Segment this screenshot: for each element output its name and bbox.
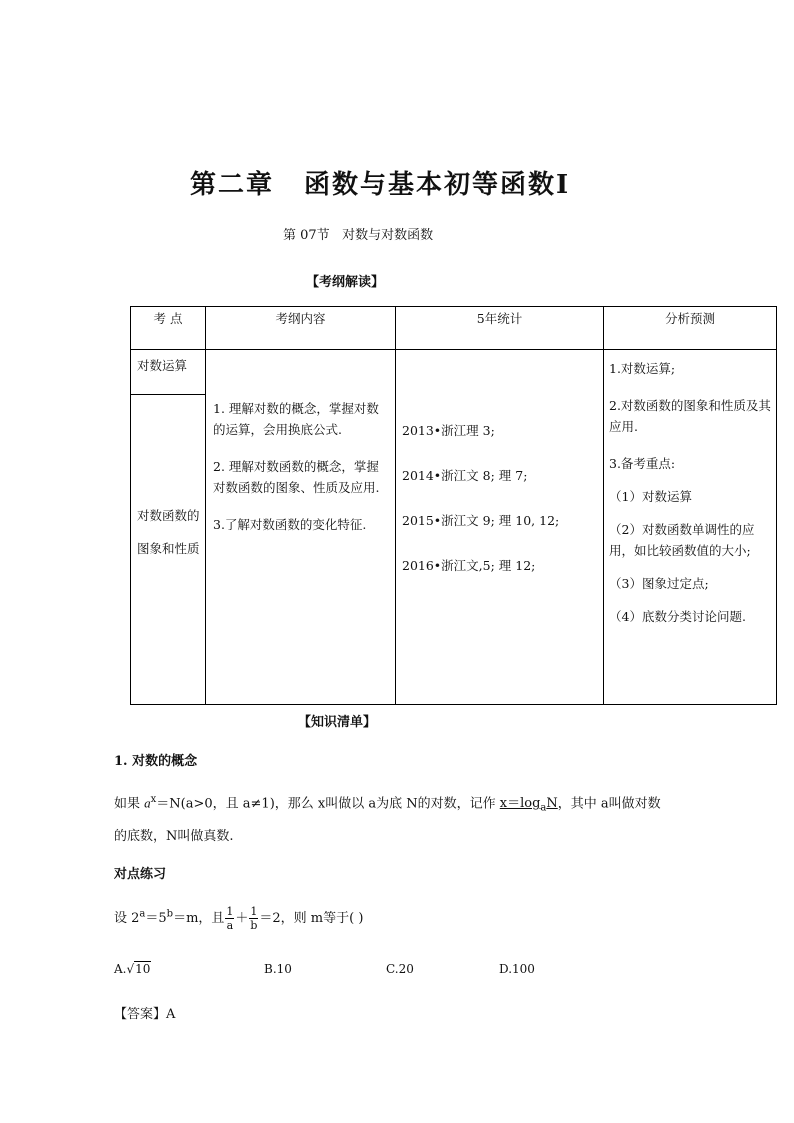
content-item: 3.了解对数函数的变化特征. [213, 517, 367, 532]
column-header: 考纲内容 [206, 307, 396, 350]
point-cell [131, 395, 206, 705]
option-a: A.√10 [114, 962, 151, 976]
section-title: 第 07节 对数与对数函数 [283, 228, 434, 243]
point-cell [131, 350, 206, 395]
column-header: 5年统计 [396, 307, 604, 350]
table-header-row [131, 307, 777, 350]
forecast-item: （3）图象过定点; [609, 576, 709, 591]
concept-definition: 如果 $a^x=N(a>0$，且 a≠1)，那么 x叫做以 a为底 N的对数，记作 $x=\log_aN$，其中 a叫做对数 的底数，N叫做真数. [114, 794, 661, 844]
exam-outline-heading: 【考纲解读】 [306, 275, 385, 290]
forecast-item: （2）对数函数单调性的应用，如比较函数值的大小; [609, 522, 755, 558]
fraction: $\frac{1}{a}$ [226, 905, 234, 932]
content-item: 1. 理解对数的概念，掌握对数的运算，会用换底公式. [213, 401, 379, 437]
knowledge-heading: 【知识清单】 [298, 715, 377, 730]
point-log-function: 对数函数的图象和性质 [137, 508, 200, 556]
sqrt-symbol: √10 [126, 962, 151, 976]
practice-heading: 对点练习 [114, 867, 167, 882]
exam-outline-table [130, 306, 777, 705]
answer: 【答案】A [114, 1007, 176, 1022]
practice-question: 设 $2^a=5^b=m$，且 $\frac{1}{a}$ ＋ $\frac{1}{b}$ ＝2，则 m等于( ) [114, 905, 364, 932]
point-log-operation: 对数运算 [137, 358, 188, 373]
forecast-item: （1）对数运算 [609, 489, 692, 504]
chapter-title [190, 164, 570, 201]
content-item: 2. 理解对数函数的概念，掌握对数函数的图象、性质及应用. [213, 459, 380, 495]
forecast-item: 1.对数运算; [609, 361, 676, 376]
stats-item: 2013•浙江理 3; [402, 423, 495, 438]
forecast-item: 2.对数函数的图象和性质及其应用. [609, 398, 771, 434]
stats-cell [396, 350, 604, 705]
column-header: 考 点 [131, 307, 206, 350]
log-formula: $x=\log_aN$ [499, 796, 558, 814]
forecast-item: （4）底数分类讨论问题. [609, 609, 746, 624]
stats-item: 2014•浙江文 8; 理 7; [402, 468, 528, 483]
chapter-name: 函数与基本初等函数Ⅰ [304, 170, 571, 200]
option-b: B.10 [264, 962, 292, 976]
option-c: C.20 [386, 962, 414, 976]
stats-item: 2016•浙江文,5; 理 12; [402, 558, 536, 573]
stats-item: 2015•浙江文 9; 理 10, 12; [402, 513, 560, 528]
forecast-cell [604, 350, 777, 705]
column-header: 分析预测 [604, 307, 777, 350]
forecast-item: 3.备考重点: [609, 456, 676, 471]
table-row [131, 350, 777, 395]
chapter-number: 第二章 [190, 170, 275, 200]
fraction: $\frac{1}{b}$ [250, 905, 258, 932]
content-cell [206, 350, 396, 705]
option-d: D.100 [499, 962, 535, 976]
concept-title: 1. 对数的概念 [114, 754, 198, 769]
